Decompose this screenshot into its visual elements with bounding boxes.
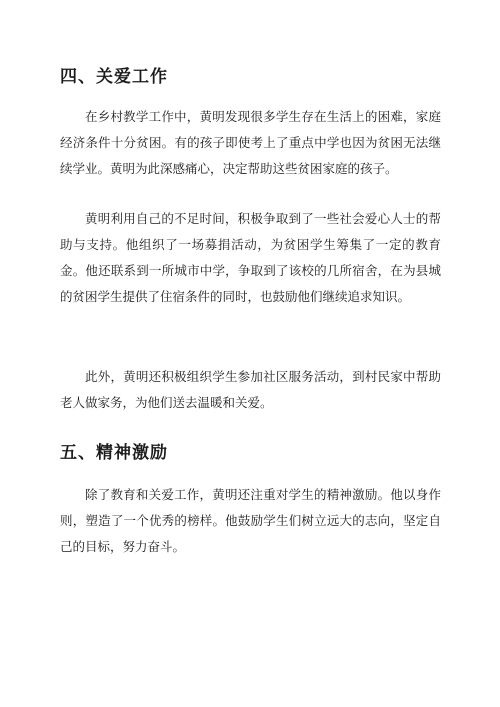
- paragraph-community-service: 此外，黄明还积极组织学生参加社区服务活动，到村民家中帮助老人做家务，为他们送去温暖和关爱。: [60, 369, 441, 410]
- section-heading-care-work: 四、关爱工作: [60, 67, 168, 87]
- paragraph-fundraising: 黄明利用自己的不足时间，积极争取到了一些社会爱心人士的帮助与支持。他组织了一场募捐活动，为贫困学生筹集了一定的教育金。他还联系到一所城市中学，争取到了该校的几所宿舍，在为县城的贫困学生提供了住宿条件的同时，也鼓励他们继续追求知识。: [60, 211, 441, 304]
- section-heading-spiritual-motivation: 五、精神激励: [60, 443, 168, 463]
- paragraph-role-model: 除了教育和关爱工作，黄明还注重对学生的精神激励。他以身作则，塑造了一个优秀的榜样。他鼓励学生们树立远大的志向，坚定自己的目标，努力奋斗。: [60, 487, 441, 554]
- paragraph-rural-poverty: 在乡村教学工作中，黄明发现很多学生存在生活上的困难，家庭经济条件十分贫困。有的孩子即使考上了重点中学也因为贫困无法继续学业。黄明为此深感痛心，决定帮助这些贫困家庭的孩子。: [60, 109, 441, 176]
